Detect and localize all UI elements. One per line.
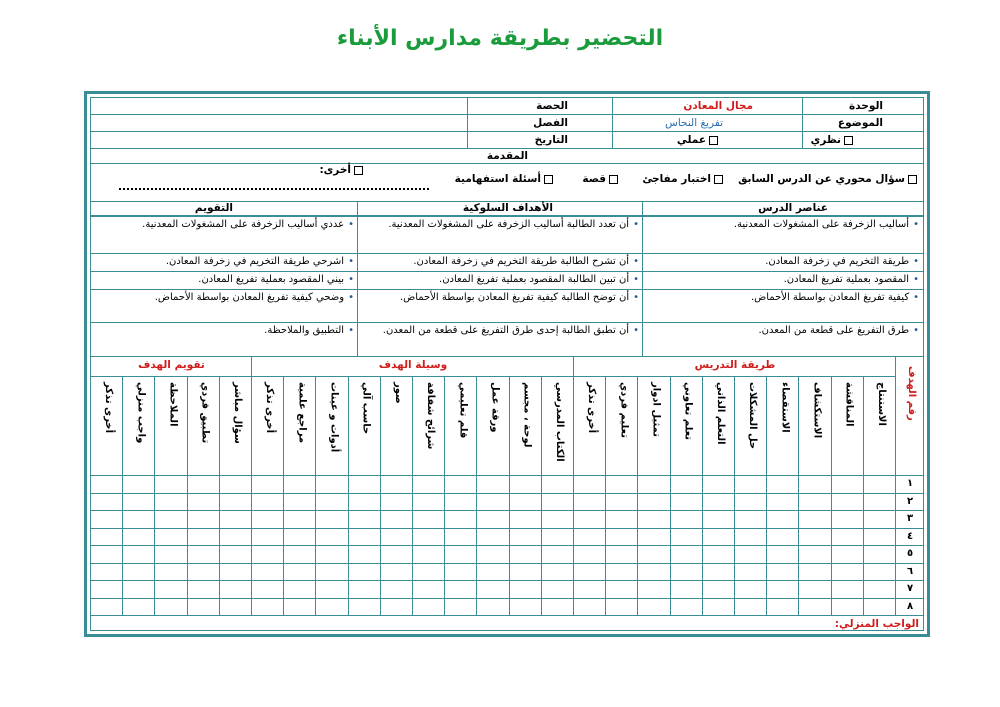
grid-row-line [91, 528, 923, 529]
unit-value: مجال المعادن [683, 100, 753, 112]
intro-header-row [91, 149, 923, 164]
theory-option[interactable]: نظري [811, 134, 853, 146]
lesson-form [84, 91, 930, 637]
intro-q1[interactable]: سؤال محوري عن الدرس السابق [738, 173, 917, 185]
date-label: التاريخ [534, 134, 568, 146]
intro-q2[interactable]: اختبار مفاجئ [642, 173, 723, 185]
method-column-header: الكتاب المدرسي [553, 382, 565, 462]
row-number: ٥ [906, 548, 914, 559]
method-column-header: سؤال مباشر [231, 382, 243, 444]
method-column-header: مراجع علمية [296, 382, 308, 444]
grid-row-line [91, 510, 923, 511]
row-number: ٣ [906, 513, 914, 524]
bullet-icon: • [913, 325, 919, 336]
intro-q2-checkbox[interactable] [714, 175, 723, 184]
method-column-header: شرائح شفافة [425, 382, 437, 450]
hdr-div-3 [467, 98, 468, 149]
theory-checkbox[interactable] [844, 136, 853, 145]
row-number: ١ [906, 478, 914, 489]
topic-label: الموضوع [837, 117, 883, 129]
obj-evaluation-cell [91, 253, 358, 271]
obj-evaluation-text: عددي أساليب الزخرفة على المشغولات المعدنية. [142, 219, 345, 230]
num-col-divider [895, 356, 896, 615]
method-column-header: أخرى تذكر [103, 382, 115, 434]
objectives-header: الأهداف السلوكية [462, 202, 553, 214]
method-column-header: المناقشة [843, 382, 855, 427]
intro-other[interactable]: أخرى: [319, 164, 363, 176]
obj-element-text: المقصود بعملية تفريغ المعادن. [783, 274, 910, 285]
group-goal_means: وسيلة الهدف [378, 359, 448, 371]
obj-element-cell [643, 253, 923, 271]
hdr-div-2 [612, 98, 613, 149]
practical-option[interactable]: عملي [677, 134, 718, 146]
obj-objective-cell [358, 271, 643, 289]
obj-row-divider [91, 356, 923, 357]
bullet-icon: • [633, 292, 639, 303]
bullet-icon: • [633, 256, 639, 267]
hdr-div-1 [802, 98, 803, 149]
bullet-icon: • [348, 292, 354, 303]
method-column-header: الاستقصاء [779, 382, 791, 433]
obj-element-cell [643, 271, 923, 289]
obj-evaluation-cell [91, 322, 358, 356]
obj-objective-cell [358, 253, 643, 271]
method-column-header: أدوات و عينات [328, 382, 340, 453]
method-column-header: أخرى تذكر [586, 382, 598, 434]
row-number: ٨ [906, 600, 914, 612]
method-column-header: حاسب آلي [360, 382, 372, 435]
obj-evaluation-cell [91, 289, 358, 322]
obj-objective-cell [358, 322, 643, 356]
obj-element-text: طرق التفريغ على قطعة من المعدن. [758, 325, 910, 336]
obj-element-cell [643, 216, 923, 253]
bullet-icon: • [348, 219, 354, 230]
intro-q1-checkbox[interactable] [908, 175, 917, 184]
obj-header-divider [91, 216, 923, 217]
obj-col-divider [357, 202, 358, 356]
grid-row-line [91, 598, 923, 599]
header-row-2 [91, 115, 923, 132]
grid-row-line [91, 545, 923, 546]
bullet-icon: • [913, 219, 919, 230]
bullet-icon: • [913, 292, 919, 303]
elements-header: عناصر الدرس [758, 202, 828, 214]
method-column-header: أخرى تذكر [264, 382, 276, 434]
bullet-icon: • [633, 274, 639, 285]
unit-label: الوحدة [849, 100, 883, 112]
bullet-icon: • [348, 274, 354, 285]
group-goal_eval: تقويم الهدف [138, 359, 205, 371]
intro-q4-checkbox[interactable] [544, 175, 553, 184]
bullet-icon: • [348, 256, 354, 267]
header-row-1 [91, 98, 923, 115]
topic-value: تفريغ النحاس [665, 117, 723, 129]
obj-evaluation-text: بيني المقصود بعملية تفريغ المعادن. [198, 274, 345, 285]
objective-number-header: رقم الهدف [906, 366, 917, 421]
obj-evaluation-text: وضحي كيفية تفريغ المعادن بواسطة الأحماض. [154, 292, 345, 303]
obj-element-cell [643, 289, 923, 322]
homework-row [91, 615, 923, 635]
grid-row-line [91, 563, 923, 564]
grid-header-divider [91, 475, 923, 476]
obj-objective-cell [358, 289, 643, 322]
bullet-icon: • [348, 325, 354, 336]
method-column-header: حل المشكلات [747, 382, 759, 450]
grid-row-line [91, 493, 923, 494]
obj-objective-text: أن تعدد الطالبة أساليب الزخرفة على المشغولات المعدنية. [388, 219, 630, 230]
evaluation-header: التقويم [194, 202, 233, 214]
method-column-header: تعلم تعاوني [682, 382, 694, 441]
header-row-3 [91, 132, 923, 149]
method-column-header: قلم تعليمي [457, 382, 469, 439]
group-row-divider [91, 376, 896, 377]
method-column-header: واجب منزلي [135, 382, 147, 444]
form-inner [90, 97, 924, 631]
bullet-icon: • [913, 274, 919, 285]
intro-q3-checkbox[interactable] [609, 175, 618, 184]
section-header-row [91, 202, 923, 216]
method-column-header: تعليم فردي [618, 382, 630, 438]
bullet-icon: • [633, 325, 639, 336]
obj-evaluation-cell [91, 271, 358, 289]
group-divider [90, 356, 91, 376]
page-title: التحضير بطريقة مدارس الأبناء [336, 26, 664, 51]
obj-objective-text: أن تطبق الطالبة إحدى طرق التفريغ على قطعة من المعدن. [382, 325, 630, 336]
homework-label: الواجب المنزلي: [834, 618, 919, 630]
method-column-header: ورقة عمل [489, 382, 501, 433]
row-number: ٤ [906, 530, 914, 542]
group-teaching_method: طريقة التدريس [694, 359, 776, 371]
row-number: ٢ [906, 495, 914, 507]
obj-objective-text: أن تشرح الطالبة طريقة التخريم في زخرفة المعادن. [413, 256, 630, 267]
obj-element-cell [643, 322, 923, 356]
row-number: ٦ [906, 565, 914, 577]
class-label: الفصل [533, 117, 568, 129]
bullet-icon: • [913, 256, 919, 267]
grid-row-line [91, 580, 923, 581]
obj-evaluation-cell [91, 216, 358, 253]
obj-evaluation-text: اشرحي طريقة التخريم في زخرفة المعادن. [165, 256, 345, 267]
method-column-header: تمثيل ادوار [650, 382, 662, 437]
method-column-header: الاستنتاج [875, 382, 887, 426]
intro-other-checkbox[interactable] [354, 166, 363, 175]
method-column-header: التعلم الذاتي [714, 382, 726, 445]
method-column-header: الملاحظة [167, 382, 179, 427]
obj-col-divider [642, 202, 643, 356]
intro-q4[interactable]: أسئلة استفهامية [455, 173, 553, 185]
obj-element-text: كيفية تفريغ المعادن بواسطة الأحماض. [750, 292, 910, 303]
intro-label: المقدمة [486, 150, 528, 162]
intro-options-row [91, 164, 923, 202]
method-column-header: صور [392, 382, 404, 404]
obj-objective-cell [358, 216, 643, 253]
practical-checkbox[interactable] [709, 136, 718, 145]
method-column-header: الاستكشاف [811, 382, 823, 439]
obj-objective-text: أن تبين الطالبة المقصود بعملية تفريغ المعادن. [439, 274, 630, 285]
row-number: ٧ [906, 583, 914, 594]
lesson-label: الحصة [536, 100, 568, 112]
method-column-header: لوحة ، مجسم [521, 382, 533, 448]
method-column-header: تطبيق فردي [199, 382, 211, 444]
bullet-icon: • [633, 219, 639, 230]
intro-q3[interactable]: قصة [582, 173, 618, 185]
obj-objective-text: أن توضح الطالبة كيفية تفريغ المعادن بواسطة الأحماض. [399, 292, 630, 303]
other-dotted-line [119, 188, 429, 190]
obj-element-text: طريقة التخريم في زخرفة المعادن. [765, 256, 910, 267]
obj-element-text: أساليب الزخرفة على المشغولات المعدنية. [733, 219, 910, 230]
obj-evaluation-text: التطبيق والملاحظة. [264, 325, 345, 336]
